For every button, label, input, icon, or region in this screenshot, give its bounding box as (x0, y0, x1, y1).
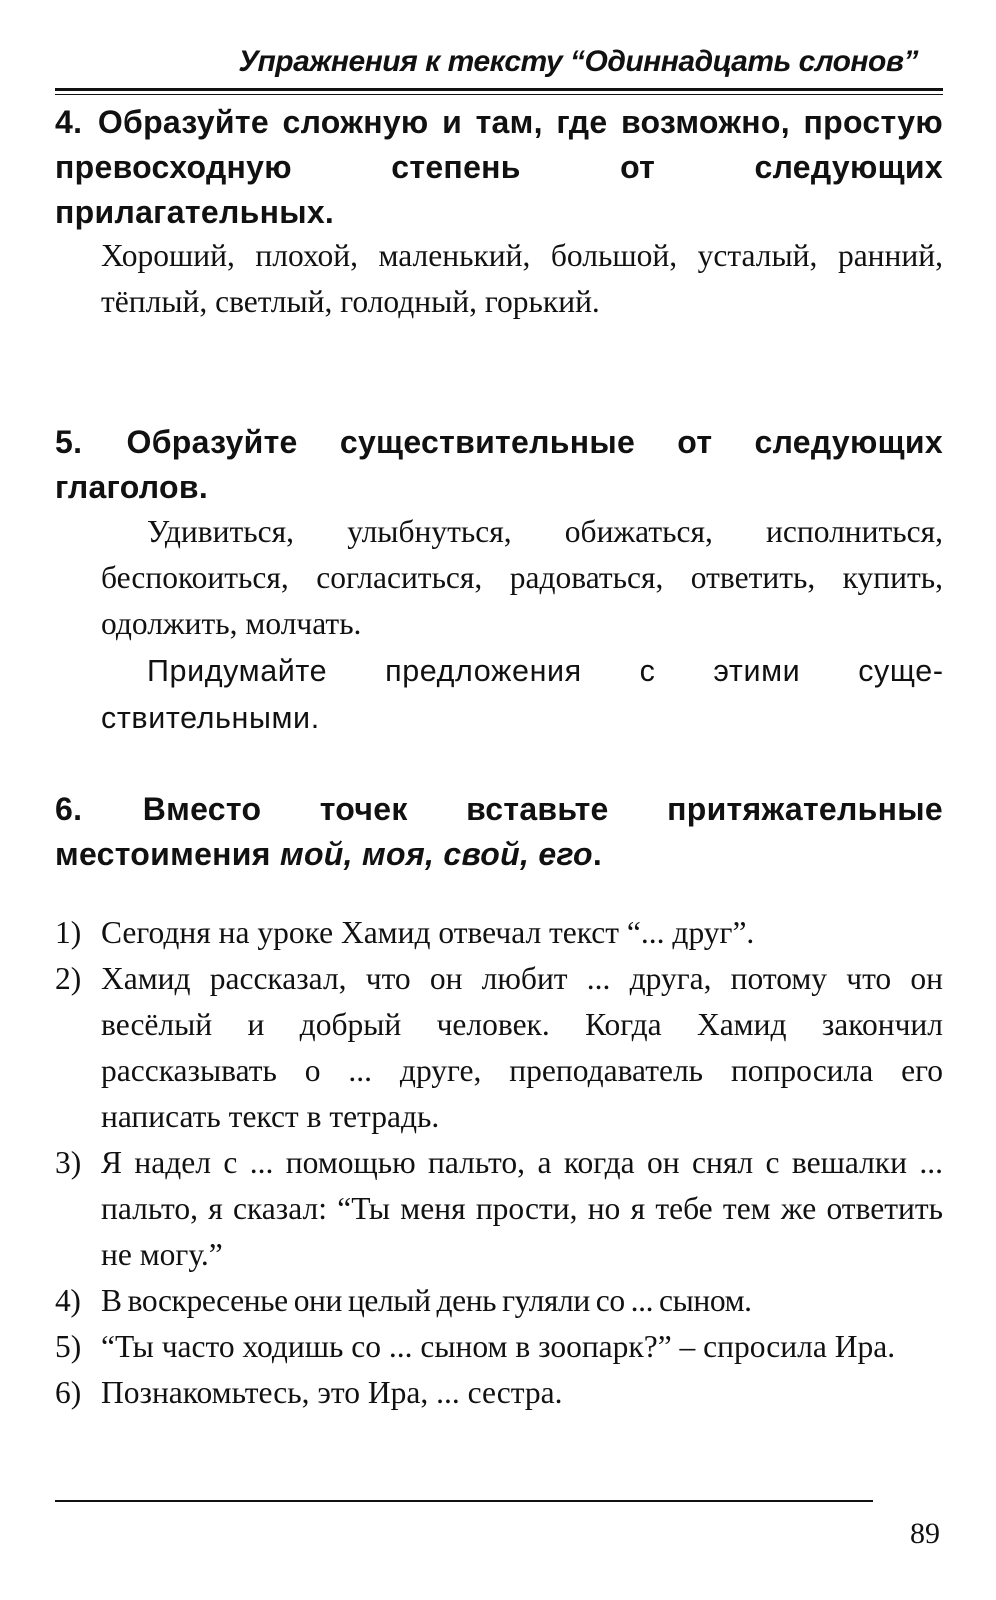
page-number: 89 (910, 1517, 940, 1550)
header-rule-thick (55, 88, 943, 91)
exercise-5-instruction: Образуйте существительные от следующих глаголов. (55, 424, 943, 505)
exercise-5-task: Придумайте предложения с этими существительными. (101, 654, 943, 735)
exercise-4-heading (55, 100, 943, 235)
exercise-6-item-5 (55, 1324, 943, 1370)
item-marker: 1) (55, 915, 82, 950)
exercise-5-heading (55, 420, 943, 510)
exercise-6-item-1 (55, 910, 943, 956)
exercise-4-instruction: Образуйте сложную и там, где возможно, простую превосходную степень от следующих прилагательных. (55, 104, 943, 230)
exercise-6-item-4 (55, 1278, 943, 1324)
exercise-4-words: Хороший, плохой, маленький, большой, усталый, ранний, тёплый, светлый, голодный, горький. (101, 238, 943, 319)
exercise-6-item-2 (55, 956, 943, 1140)
exercise-5-words: Удивиться, улыбнуться, обижаться, исполниться, беспокоиться, согласиться, радоваться, ответить, купить, одолжить, молчать. (101, 514, 943, 641)
item-marker: 4) (55, 1283, 81, 1318)
item-marker: 6) (55, 1375, 82, 1410)
running-header: Упражнения к тексту “Одиннадцать слонов” (238, 45, 918, 78)
item-text: Познакомьтесь, это Ира, ... сестра. (101, 1375, 563, 1410)
item-text: Я надел с ... помощью пальто, а когда он снял с вешалки ... пальто, я сказал: “Ты меня прости, но я тебе тем же ответить не могу.” (101, 1145, 943, 1272)
exercise-6-pronouns: мой, моя, свой, его (279, 836, 593, 872)
exercise-6-instruction: Вместо точек вставьте притяжательные местоимения (55, 791, 943, 872)
item-text: “Ты часто ходишь со ... сыном в зоопарк?” – спросила Ира. (101, 1329, 896, 1364)
item-text: Сегодня на уроке Хамид отвечал текст “... друг”. (101, 915, 755, 950)
exercise-6-list (55, 910, 943, 1416)
item-text: Хамид рассказал, что он любит ... друга, потому что он весёлый и добрый человек. Когда Хамид закончил рассказывать о ... друге, преподаватель попросила его написать текст в тетрадь. (101, 961, 943, 1134)
item-marker: 2) (55, 961, 82, 996)
footer-rule (55, 1500, 873, 1502)
item-marker: 3) (55, 1145, 82, 1180)
exercise-6-item-3 (55, 1140, 943, 1278)
exercise-6-number: 6. (55, 791, 83, 827)
exercise-6-item-6 (55, 1370, 943, 1416)
item-marker: 5) (55, 1329, 82, 1364)
header-rule-thin (55, 94, 943, 95)
exercise-4-number: 4. (55, 104, 83, 140)
exercise-5-number: 5. (55, 424, 83, 460)
exercise-6-heading (55, 787, 943, 877)
exercise-6-instruction-end: . (592, 836, 603, 872)
item-text: В воскресенье они целый день гуляли со ... сыном. (101, 1283, 752, 1318)
